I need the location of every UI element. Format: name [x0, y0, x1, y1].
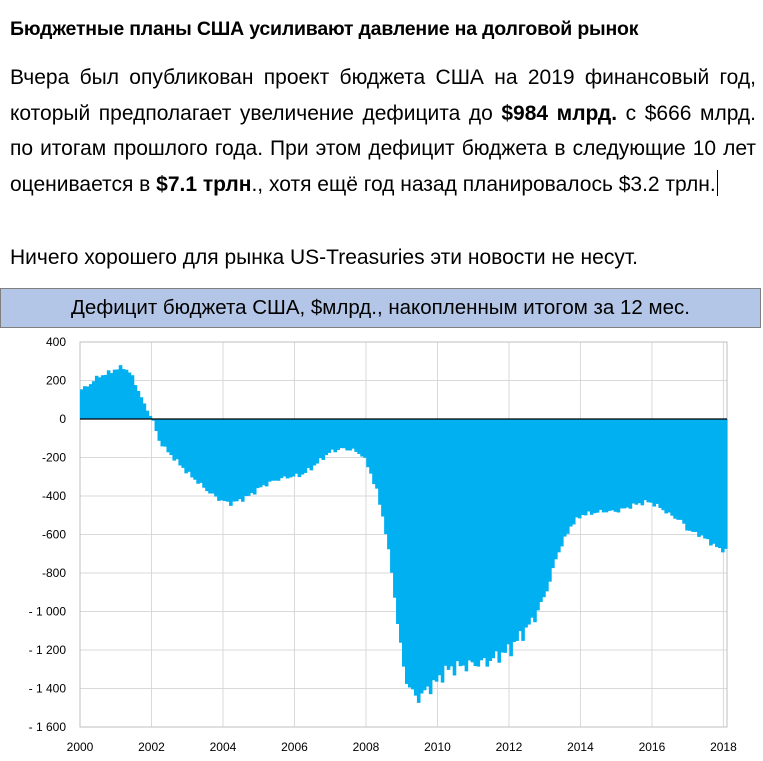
- article-paragraph-2: Ничего хорошего для рынка US-Treasuries эти новости не несут.: [10, 246, 638, 269]
- y-tick-label: -800: [41, 566, 66, 580]
- y-tick-label: -400: [41, 489, 66, 503]
- text-caret: [717, 170, 718, 196]
- chart-title: Дефицит бюджета США, $млрд., накопленным итогом за 12 мес.: [0, 288, 761, 328]
- article-headline: Бюджетные планы США усиливают давление на долговой рынок: [10, 18, 639, 40]
- deficit-bar: [724, 419, 728, 549]
- y-tick-label: 200: [45, 373, 66, 388]
- y-tick-label: - 1 600: [28, 720, 66, 734]
- x-tick-labels: [67, 740, 737, 754]
- x-tick-label: 2018: [710, 740, 737, 754]
- p1-text-e: ., хотя ещё год назад планировалось $3.2 трлн.: [251, 172, 716, 196]
- y-tick-label: -200: [41, 450, 66, 465]
- x-tick-label: 2010: [424, 740, 451, 754]
- p1-bold-deficit: $984 млрд.: [501, 101, 618, 125]
- p1-text-c: с $666 млрд. по итогам прошлого года. При этом дефицит бюджета в следующие 10 лет оценивается в: [10, 101, 756, 196]
- x-tick-label: 2014: [567, 740, 594, 754]
- p1-text-a: Вчера был опубликован проект бюджета США на 2019 финансовый год, который предполагает увеличение дефицита до: [10, 66, 756, 125]
- y-tick-label: 400: [45, 335, 66, 349]
- y-tick-label: - 1 200: [28, 643, 66, 657]
- p1-bold-10y-deficit: $7.1 трлн: [156, 172, 252, 196]
- x-tick-label: 2004: [209, 740, 237, 754]
- y-tick-label: - 1 400: [28, 681, 66, 696]
- y-tick-labels: [29, 335, 67, 734]
- x-tick-label: 2008: [352, 740, 380, 754]
- y-tick-label: -600: [41, 527, 66, 542]
- y-tick-label: - 1 000: [28, 604, 66, 619]
- x-tick-label: 2016: [638, 740, 666, 754]
- y-tick-label: 0: [59, 412, 66, 426]
- x-tick-label: 2006: [281, 740, 308, 754]
- x-tick-label: 2012: [495, 740, 523, 754]
- x-tick-label: 2002: [138, 740, 165, 754]
- article-paragraph-1: [10, 60, 756, 202]
- x-tick-label: 2000: [66, 740, 94, 754]
- budget-deficit-chart: [0, 330, 763, 761]
